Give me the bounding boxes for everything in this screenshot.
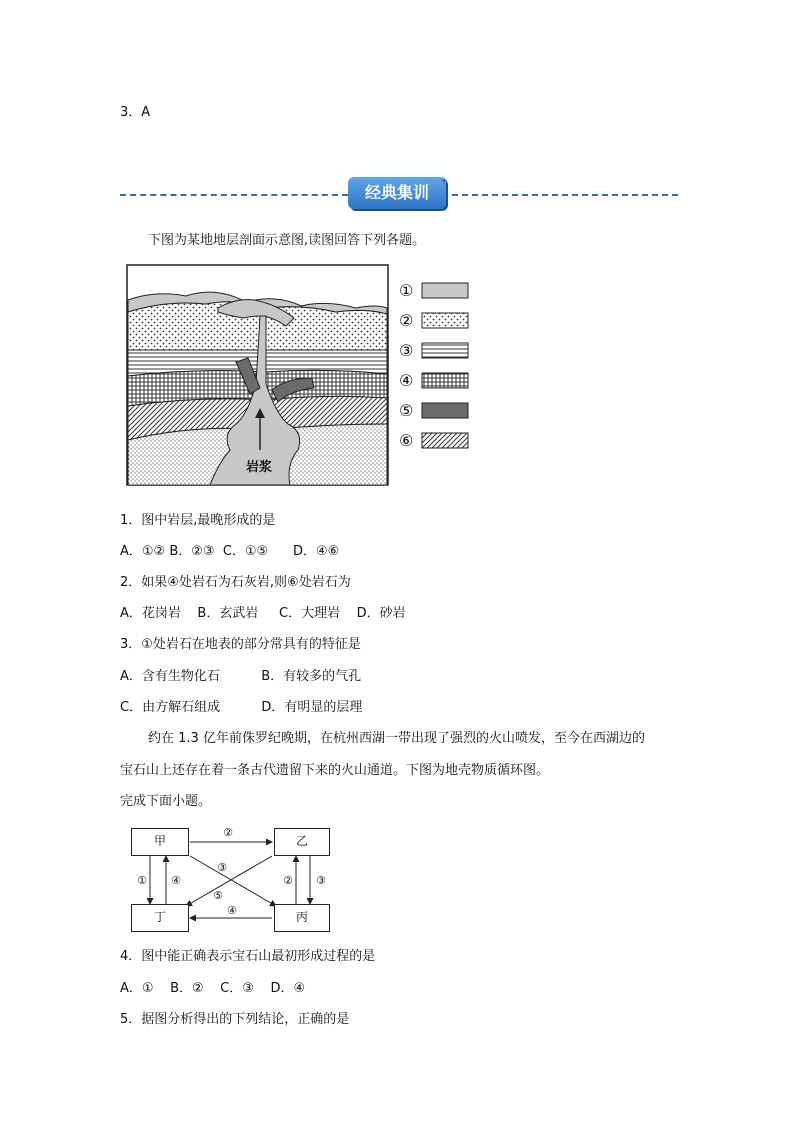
question-3-options-row2: C．由方解石组成 D．有明显的层理 [120, 700, 363, 715]
rock-box-bing: 丙 [274, 904, 330, 932]
question-5-stem: 5．据图分析得出的下列结论，正确的是 [120, 1012, 350, 1027]
legend-swatch-3 [422, 343, 468, 358]
question-3-stem: 3．①处岩石在地表的部分常具有的特征是 [120, 637, 361, 652]
legend-num-4: ④ [399, 371, 414, 390]
legend-swatch-5 [422, 403, 468, 418]
passage-line-1: 约在 1.3 亿年前侏罗纪晚期，在杭州西湖一带出现了强烈的火山喷发，至今在西湖边的 [148, 731, 645, 746]
passage-line-2: 宝石山上还存在着一条古代遗留下来的火山通道。下图为地壳物质循环图。 [120, 763, 550, 778]
question-1-options: A．①② B．②③ C．①⑤ D．④⑥ [120, 544, 340, 559]
question-4-stem: 4．图中能正确表示宝石山最初形成过程的是 [120, 949, 376, 964]
rock-box-jia: 甲 [131, 828, 189, 856]
question-4-options: A．① B．② C．③ D．④ [120, 981, 306, 996]
rock-box-ding: 丁 [131, 904, 189, 932]
section-divider-left [120, 194, 348, 196]
arrow-label-diag-jia-bing: ③ [217, 861, 227, 874]
strata-cross-section-figure [126, 264, 476, 488]
legend-num-1: ① [399, 281, 414, 300]
arrow-label-diag-yi-ding: ⑤ [213, 889, 223, 902]
intro-text: 下图为某地地层剖面示意图,读图回答下列各题。 [148, 233, 426, 248]
arrow-label-bottom: ④ [227, 904, 237, 917]
legend-num-2: ② [399, 311, 414, 330]
arrow-label-left-down: ① [137, 874, 147, 887]
legend-swatch-6 [422, 433, 468, 448]
arrow-label-right-down: ③ [316, 874, 326, 887]
legend-swatch-1 [422, 283, 468, 298]
rock-cycle-figure [126, 822, 336, 934]
legend-swatch-2 [422, 313, 468, 328]
arrow-label-left-up: ④ [171, 874, 181, 887]
rock-box-yi: 乙 [274, 828, 330, 856]
legend-swatch-4 [422, 373, 468, 388]
legend [399, 281, 468, 450]
sparkle-icon: ✦ [440, 176, 449, 187]
question-3-options-row1: A．含有生物化石 B．有较多的气孔 [120, 669, 362, 684]
question-2-stem: 2．如果④处岩石为石灰岩,则⑥处岩石为 [120, 575, 351, 590]
legend-num-5: ⑤ [399, 401, 414, 420]
section-divider-right [452, 194, 678, 196]
question-2-options: A．花岗岩 B．玄武岩 C．大理岩 D．砂岩 [120, 606, 406, 621]
arrow-label-right-up: ② [283, 874, 293, 887]
question-1-stem: 1．图中岩层,最晚形成的是 [120, 513, 276, 528]
previous-answer: 3．A [120, 105, 151, 120]
legend-num-6: ⑥ [399, 431, 414, 450]
passage-line-3: 完成下面小题。 [120, 794, 212, 809]
section-badge: 经典集训 [348, 177, 446, 209]
legend-num-3: ③ [399, 341, 414, 360]
arrow-label-top: ② [223, 826, 233, 839]
magma-label: 岩浆 [245, 460, 273, 475]
